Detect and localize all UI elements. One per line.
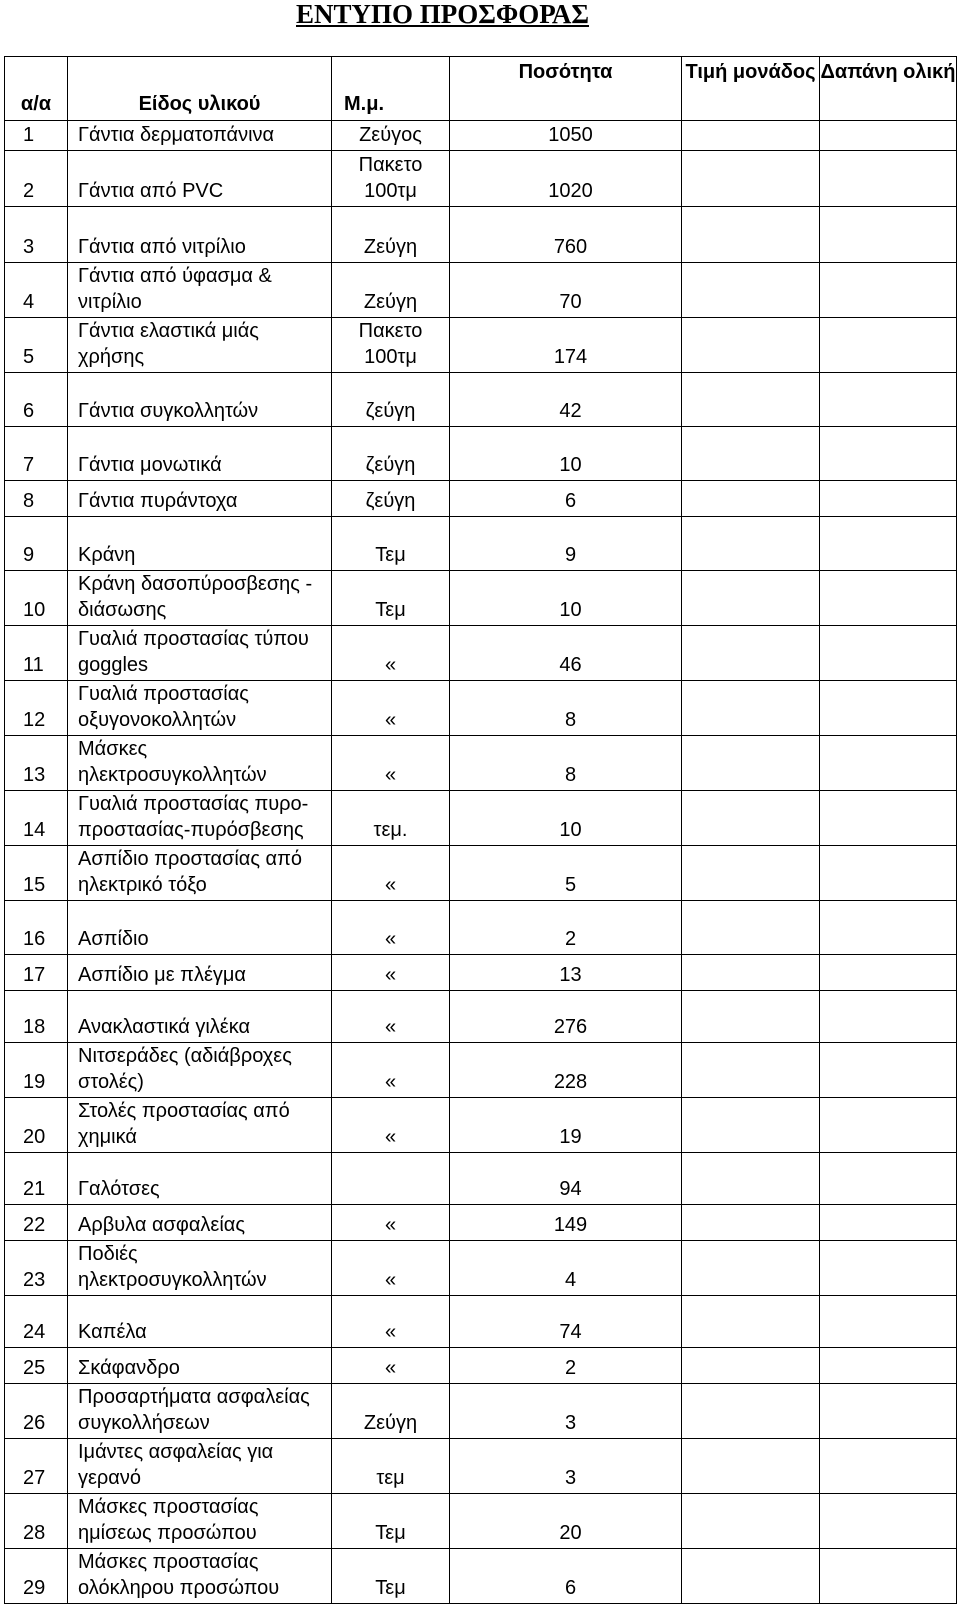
row-unit-price [682, 681, 820, 736]
table-row [5, 427, 957, 481]
row-total-cost [820, 991, 957, 1043]
row-unit: « [332, 681, 450, 736]
row-unit-price [682, 1384, 820, 1439]
row-item-name: Ανακλαστικά γιλέκα [68, 991, 332, 1043]
row-unit-price [682, 846, 820, 901]
row-unit: Ζεύγη [332, 207, 450, 263]
row-total-cost [820, 901, 957, 955]
row-quantity: 10 [450, 791, 682, 846]
header-item: Είδος υλικού [68, 57, 332, 121]
row-number: 22 [5, 1205, 68, 1241]
row-unit: Ζεύγος [332, 121, 450, 151]
table-row [5, 681, 957, 736]
row-item-name: Μάσκες ηλεκτροσυγκολλητών [68, 736, 332, 791]
row-total-cost [820, 517, 957, 571]
table-row [5, 1348, 957, 1384]
row-quantity: 3 [450, 1384, 682, 1439]
row-unit: Τεμ [332, 571, 450, 626]
row-item-name: Ασπίδιο [68, 901, 332, 955]
row-number: 8 [5, 481, 68, 517]
row-unit-price [682, 1348, 820, 1384]
row-item-name: Γυαλιά προστασίας πυρο-προστασίας-πυρόσβεσης [68, 791, 332, 846]
table-row [5, 481, 957, 517]
row-item-name: Μάσκες προστασίας ολόκληρου προσώπου [68, 1549, 332, 1604]
table-row [5, 991, 957, 1043]
row-unit-price [682, 1205, 820, 1241]
row-total-cost [820, 151, 957, 207]
row-total-cost [820, 263, 957, 318]
row-item-name: Γάντια δερματοπάνινα [68, 121, 332, 151]
row-unit: Τεμ [332, 517, 450, 571]
row-unit-price [682, 1439, 820, 1494]
row-item-name: Στολές προστασίας από χημικά [68, 1098, 332, 1153]
row-unit-price [682, 373, 820, 427]
row-number: 14 [5, 791, 68, 846]
row-total-cost [820, 1153, 957, 1205]
row-unit: « [332, 1043, 450, 1098]
row-unit-price [682, 1098, 820, 1153]
row-number: 19 [5, 1043, 68, 1098]
row-quantity: 276 [450, 991, 682, 1043]
row-unit-price [682, 571, 820, 626]
row-quantity: 228 [450, 1043, 682, 1098]
header-unit: Μ.μ. [332, 57, 450, 121]
row-item-name: Προσαρτήματα ασφαλείας συγκολλήσεων [68, 1384, 332, 1439]
page-title: ΕΝΤΥΠΟ ΠΡΟΣΦΟΡΑΣ [296, 0, 589, 29]
table-row [5, 318, 957, 373]
header-unit-price: Τιμή μονάδος [682, 57, 820, 121]
row-unit-price [682, 1296, 820, 1348]
row-unit: « [332, 955, 450, 991]
row-total-cost [820, 846, 957, 901]
row-total-cost [820, 571, 957, 626]
row-item-name: Ιμάντες ασφαλείας για γερανό [68, 1439, 332, 1494]
row-number: 18 [5, 991, 68, 1043]
row-item-name: Αρβυλα ασφαλείας [68, 1205, 332, 1241]
table-row [5, 1549, 957, 1604]
table-row [5, 736, 957, 791]
row-quantity: 1020 [450, 151, 682, 207]
row-quantity: 13 [450, 955, 682, 991]
row-total-cost [820, 1494, 957, 1549]
row-item-name: Κράνη δασοπύροσβεσης - διάσωσης [68, 571, 332, 626]
row-number: 5 [5, 318, 68, 373]
row-quantity: 6 [450, 1549, 682, 1604]
row-number: 17 [5, 955, 68, 991]
row-item-name: Μάσκες προστασίας ημίσεως προσώπου [68, 1494, 332, 1549]
row-quantity: 149 [450, 1205, 682, 1241]
row-unit-price [682, 207, 820, 263]
row-number: 12 [5, 681, 68, 736]
table-row [5, 121, 957, 151]
row-total-cost [820, 427, 957, 481]
row-quantity: 8 [450, 681, 682, 736]
row-item-name: Γάντια μονωτικά [68, 427, 332, 481]
row-quantity: 42 [450, 373, 682, 427]
row-total-cost [820, 1439, 957, 1494]
row-total-cost [820, 373, 957, 427]
row-item-name: Γάντια πυράντοχα [68, 481, 332, 517]
row-total-cost [820, 791, 957, 846]
row-number: 29 [5, 1549, 68, 1604]
row-number: 1 [5, 121, 68, 151]
row-unit: Ζεύγη [332, 1384, 450, 1439]
table-row [5, 791, 957, 846]
row-quantity: 10 [450, 427, 682, 481]
table-row [5, 207, 957, 263]
row-number: 23 [5, 1241, 68, 1296]
row-item-name: Ποδιές ηλεκτροσυγκολλητών [68, 1241, 332, 1296]
table-row [5, 901, 957, 955]
row-total-cost [820, 955, 957, 991]
row-item-name: Γάντια συγκολλητών [68, 373, 332, 427]
table-row [5, 1439, 957, 1494]
row-number: 20 [5, 1098, 68, 1153]
row-number: 7 [5, 427, 68, 481]
row-unit: ζεύγη [332, 373, 450, 427]
table-row [5, 263, 957, 318]
row-number: 3 [5, 207, 68, 263]
row-unit-price [682, 991, 820, 1043]
table-header-row [5, 57, 957, 121]
row-item-name: Καπέλα [68, 1296, 332, 1348]
row-total-cost [820, 1098, 957, 1153]
row-total-cost [820, 1296, 957, 1348]
row-unit-price [682, 791, 820, 846]
row-unit-price [682, 626, 820, 681]
row-number: 21 [5, 1153, 68, 1205]
row-item-name: Γάντια από νιτρίλιο [68, 207, 332, 263]
row-item-name: Ασπίδιο προστασίας από ηλεκτρικό τόξο [68, 846, 332, 901]
row-total-cost [820, 1549, 957, 1604]
row-unit: « [332, 1296, 450, 1348]
row-unit: « [332, 991, 450, 1043]
row-number: 10 [5, 571, 68, 626]
row-number: 25 [5, 1348, 68, 1384]
row-total-cost [820, 121, 957, 151]
row-item-name: Γαλότσες [68, 1153, 332, 1205]
row-item-name: Γυαλιά προστασίας οξυγονοκολλητών [68, 681, 332, 736]
row-total-cost [820, 481, 957, 517]
table-row [5, 1241, 957, 1296]
row-unit-price [682, 151, 820, 207]
row-total-cost [820, 1205, 957, 1241]
table-row [5, 1043, 957, 1098]
row-item-name: Σκάφανδρο [68, 1348, 332, 1384]
table-row [5, 846, 957, 901]
row-quantity: 5 [450, 846, 682, 901]
row-number: 2 [5, 151, 68, 207]
row-quantity: 8 [450, 736, 682, 791]
row-quantity: 20 [450, 1494, 682, 1549]
row-number: 13 [5, 736, 68, 791]
row-number: 15 [5, 846, 68, 901]
row-total-cost [820, 1384, 957, 1439]
row-unit-price [682, 121, 820, 151]
row-unit-price [682, 263, 820, 318]
row-quantity: 74 [450, 1296, 682, 1348]
row-unit: Τεμ [332, 1494, 450, 1549]
row-unit-price [682, 736, 820, 791]
row-unit: ζεύγη [332, 427, 450, 481]
table-row [5, 571, 957, 626]
row-unit: « [332, 1098, 450, 1153]
table-row [5, 955, 957, 991]
row-unit-price [682, 901, 820, 955]
row-unit-price [682, 1153, 820, 1205]
row-unit-price [682, 1494, 820, 1549]
row-unit-price [682, 1043, 820, 1098]
row-unit-price [682, 1241, 820, 1296]
row-total-cost [820, 1043, 957, 1098]
row-unit-price [682, 481, 820, 517]
row-unit-price [682, 427, 820, 481]
row-quantity: 3 [450, 1439, 682, 1494]
row-unit-price [682, 318, 820, 373]
row-unit: Τεμ [332, 1549, 450, 1604]
row-unit: τεμ [332, 1439, 450, 1494]
row-unit-price [682, 1549, 820, 1604]
row-quantity: 10 [450, 571, 682, 626]
row-total-cost [820, 681, 957, 736]
row-unit: « [332, 736, 450, 791]
row-number: 28 [5, 1494, 68, 1549]
row-quantity: 1050 [450, 121, 682, 151]
row-number: 27 [5, 1439, 68, 1494]
row-number: 11 [5, 626, 68, 681]
row-total-cost [820, 1348, 957, 1384]
row-quantity: 2 [450, 901, 682, 955]
row-unit: « [332, 626, 450, 681]
table-row [5, 517, 957, 571]
row-unit: « [332, 901, 450, 955]
row-quantity: 19 [450, 1098, 682, 1153]
header-id: α/α [5, 57, 68, 121]
table-row [5, 1384, 957, 1439]
row-unit: ζεύγη [332, 481, 450, 517]
table-row [5, 626, 957, 681]
row-quantity: 174 [450, 318, 682, 373]
row-unit: « [332, 1348, 450, 1384]
row-unit: Πακετο 100τμ [332, 151, 450, 207]
row-total-cost [820, 207, 957, 263]
row-unit: « [332, 846, 450, 901]
row-item-name: Γάντια από ύφασμα & νιτρίλιο [68, 263, 332, 318]
row-unit-price [682, 955, 820, 991]
row-total-cost [820, 736, 957, 791]
row-number: 6 [5, 373, 68, 427]
table-row [5, 1153, 957, 1205]
row-item-name: Γάντια από PVC [68, 151, 332, 207]
table-row [5, 1296, 957, 1348]
row-number: 4 [5, 263, 68, 318]
row-number: 16 [5, 901, 68, 955]
offer-table [4, 56, 957, 1604]
row-total-cost [820, 318, 957, 373]
header-qty: Ποσότητα [450, 57, 682, 121]
row-quantity: 6 [450, 481, 682, 517]
row-quantity: 4 [450, 1241, 682, 1296]
row-number: 24 [5, 1296, 68, 1348]
row-number: 9 [5, 517, 68, 571]
row-unit: Πακετο 100τμ [332, 318, 450, 373]
table-row [5, 1098, 957, 1153]
row-item-name: Κράνη [68, 517, 332, 571]
row-unit: « [332, 1205, 450, 1241]
row-quantity: 760 [450, 207, 682, 263]
table-body [5, 121, 957, 1604]
row-unit: « [332, 1241, 450, 1296]
header-total-cost: Δαπάνη ολική [820, 57, 957, 121]
row-item-name: Γάντια ελαστικά μιάς χρήσης [68, 318, 332, 373]
row-unit-price [682, 517, 820, 571]
row-unit [332, 1153, 450, 1205]
row-quantity: 70 [450, 263, 682, 318]
row-unit: Ζεύγη [332, 263, 450, 318]
row-unit: τεμ. [332, 791, 450, 846]
row-item-name: Νιτσεράδες (αδιάβροχες στολές) [68, 1043, 332, 1098]
table-row [5, 1494, 957, 1549]
table-row [5, 151, 957, 207]
row-item-name: Γυαλιά προστασίας τύπου goggles [68, 626, 332, 681]
row-quantity: 94 [450, 1153, 682, 1205]
row-number: 26 [5, 1384, 68, 1439]
row-quantity: 46 [450, 626, 682, 681]
row-total-cost [820, 626, 957, 681]
table-row [5, 1205, 957, 1241]
table-row [5, 373, 957, 427]
row-quantity: 2 [450, 1348, 682, 1384]
row-total-cost [820, 1241, 957, 1296]
row-quantity: 9 [450, 517, 682, 571]
row-item-name: Ασπίδιο με πλέγμα [68, 955, 332, 991]
